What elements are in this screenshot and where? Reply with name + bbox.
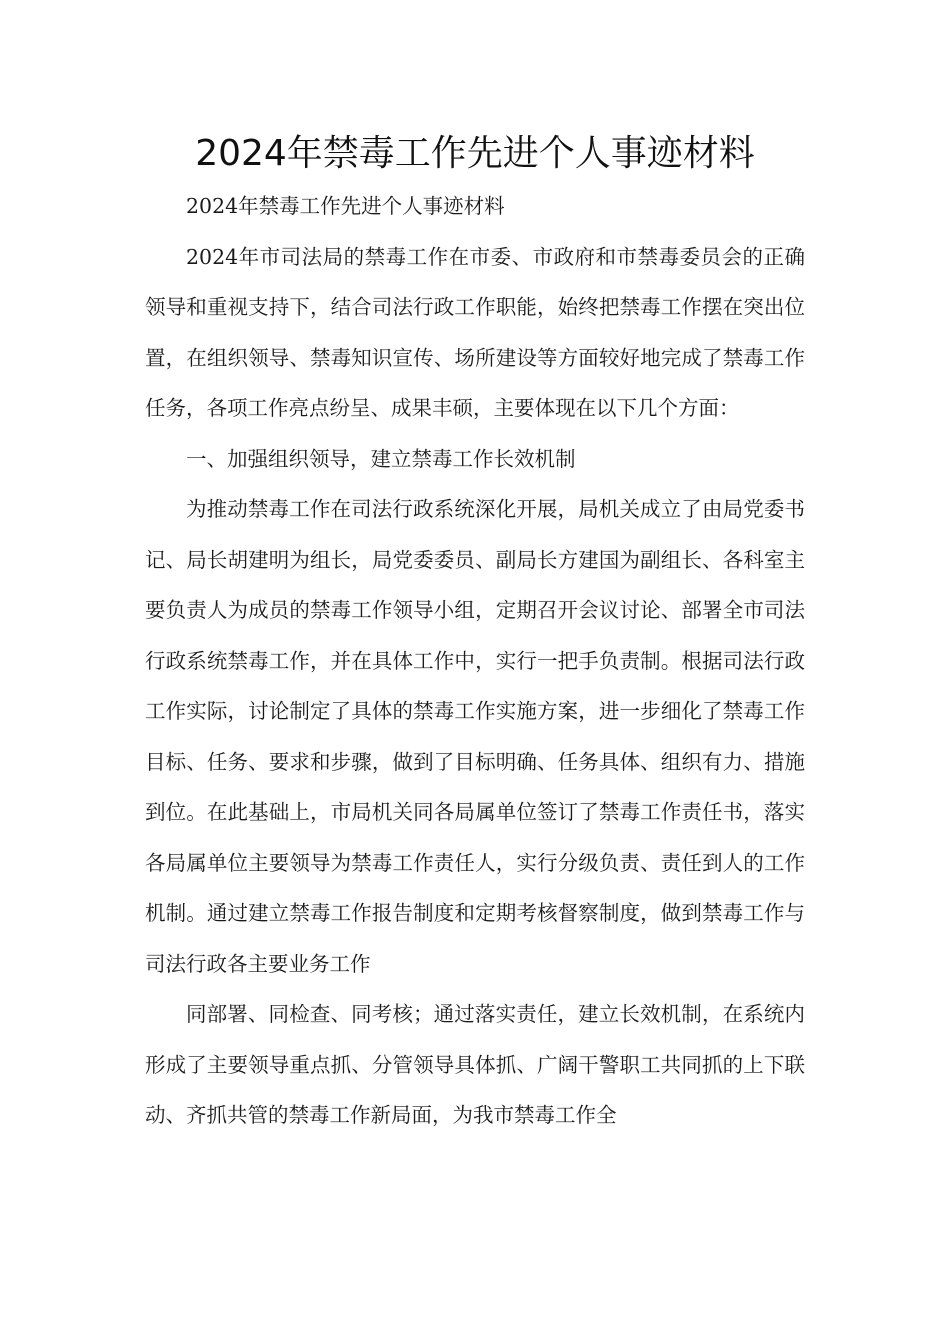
document-title: 2024年禁毒工作先进个人事迹材料	[195, 133, 755, 174]
section-heading: 一、加强组织领导，建立禁毒工作长效机制	[186, 446, 576, 471]
paragraph-subtitle: 2024年禁毒工作先进个人事迹材料	[186, 194, 505, 218]
paragraph-intro: 2024年市司法局的禁毒工作在市委、市政府和市禁毒委员会的正确领导和重视支持下，结合司法行政工作职能，始终把禁毒工作摆在突出位置，在组织领导、禁毒知识宣传、场所建设等方面较好地完成了禁毒工作任务，各项工作亮点纷呈、成果丰硕，主要体现在以下几个方面：	[145, 244, 805, 420]
document-body	[145, 181, 805, 1141]
paragraph-mechanism: 同部署、同检查、同考核；通过落实责任，建立长效机制，在系统内形成了主要领导重点抓、分管领导具体抓、广阔干警职工共同抓的上下联动、齐抓共管的禁毒工作新局面，为我市禁毒工作全	[145, 1002, 805, 1127]
paragraph-organization: 为推动禁毒工作在司法行政系统深化开展，局机关成立了由局党委书记、局长胡建明为组长，局党委委员、副局长方建国为副组长、各科室主要负责人为成员的禁毒工作领导小组，定期召开会议讨论、部署全市司法行政系统禁毒工作，并在具体工作中，实行一把手负责制。根据司法行政工作实际，讨论制定了具体的禁毒工作实施方案，进一步细化了禁毒工作目标、任务、要求和步骤，做到了目标明确、任务具体、组织有力、措施到位。在此基础上，市局机关同各局属单位签订了禁毒工作责任书，落实各局属单位主要领导为禁毒工作责任人，实行分级负责、责任到人的工作机制。通过建立禁毒工作报告制度和定期考核督察制度，做到禁毒工作与司法行政各主要业务工作	[145, 497, 805, 976]
